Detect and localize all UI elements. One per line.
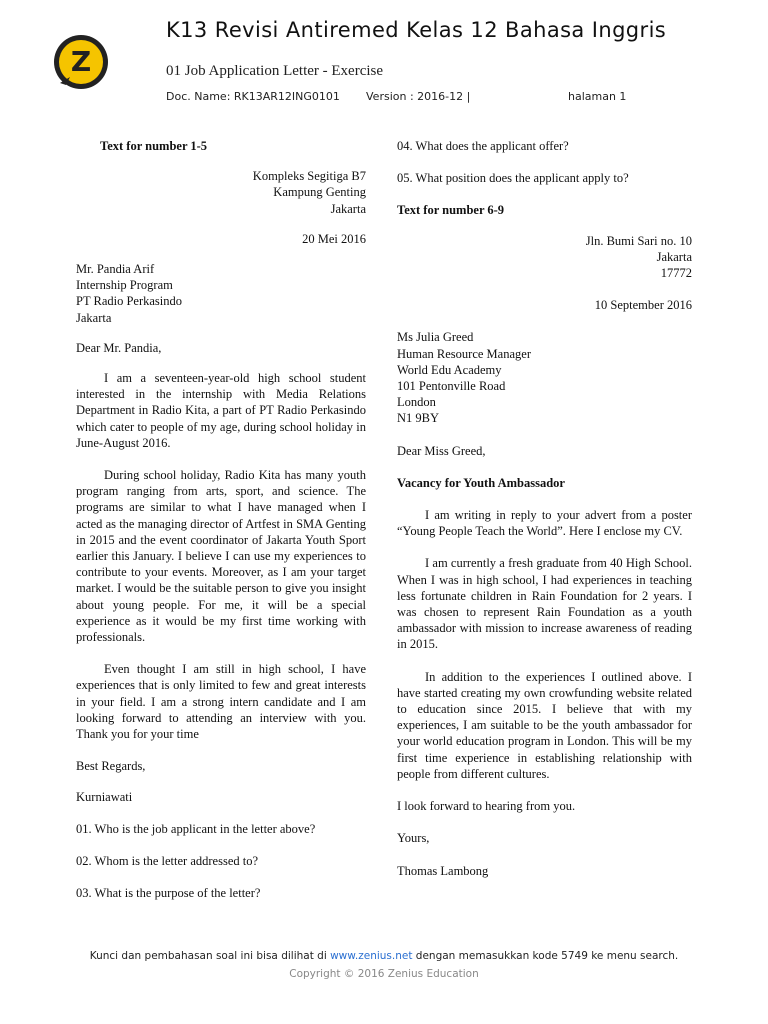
page-number: halaman 1 <box>568 90 627 103</box>
closing: Best Regards, <box>76 759 146 774</box>
address-line: 17772 <box>660 266 692 281</box>
question-4: 04. What does the applicant offer? <box>397 139 569 153</box>
zenius-link[interactable]: www.zenius.net <box>330 950 413 962</box>
zenius-logo-icon <box>52 33 110 91</box>
section-heading-6-9: Text for number 6-9 <box>397 203 505 218</box>
address-line: Jakarta <box>656 249 692 264</box>
address-line: London <box>397 395 436 410</box>
address-line: Internship Program <box>76 278 173 293</box>
letter-paragraph: During school holiday, Radio Kita has many youth program ranging from arts, sport, and science. The programs are similar to what I have managed when I acted as the managing director of Artfest in SMA Genting in 2015 and the event coordinator of Jakarta Youth Sport earlier this January. I believe I can use my experiences to contribute to your events. Moreover, as I am your target market. I would be the suitable person to give you insight about young people. For me, it will be a special experience as it would be my first time working with professionals. <box>76 468 366 645</box>
letter-paragraph: Even thought I am still in high school, I have experiences that is only limited to few and great interests in your field. I am a strong intern candidate and I am looking forward to attending an interview with you. Thank you for your time <box>76 662 366 742</box>
document-title: K13 Revisi Antiremed Kelas 12 Bahasa Inggris <box>166 18 667 42</box>
letter-paragraph: In addition to the experiences I outlined above. I have started creating my own crowfunding website related to education since 2015. I believe that with my experiences, I am suitable to be the youth ambassador for your world education program in London. This will be my first time experience in establishing relationship with people from different cultures. <box>397 669 692 781</box>
sender-address <box>397 233 692 282</box>
letter-subject: Vacancy for Youth Ambassador <box>397 475 565 490</box>
question-5: 05. What position does the applicant apply to? <box>397 171 629 186</box>
footer-note-text: dengan memasukkan kode 5749 ke menu search. <box>412 950 679 962</box>
right-column <box>397 138 692 879</box>
address-line: Jakarta <box>330 201 366 216</box>
address-line: Kompleks Segitiga B7 <box>252 169 366 184</box>
doc-name: Doc. Name: RK13AR12ING0101 <box>166 90 340 103</box>
signature: Kurniawati <box>76 789 133 804</box>
letter-paragraph: I am writing in reply to your advert from a poster “Young People Teach the World”. Here I enclose my CV. <box>397 508 692 539</box>
address-line: 101 Pentonville Road <box>397 379 506 394</box>
left-column <box>76 138 366 901</box>
address-line: Jakarta <box>76 310 112 325</box>
signature: Thomas Lambong <box>397 863 489 878</box>
question-2: 02. Whom is the letter addressed to? <box>76 853 259 868</box>
letter-date: 20 Mei 2016 <box>302 231 366 246</box>
footer-note <box>0 950 768 962</box>
address-line: Human Resource Manager <box>397 346 531 361</box>
closing: Yours, <box>397 831 430 846</box>
recipient-address <box>397 329 692 426</box>
section-heading-1-5: Text for number 1-5 <box>100 139 208 153</box>
logo-letter: Z <box>70 45 92 78</box>
question-3: 03. What is the purpose of the letter? <box>76 886 261 901</box>
address-line: Kampung Genting <box>273 185 366 200</box>
letter-paragraph: I am a seventeen-year-old high school student interested in the internship with Media Relations Department in Radio Kita, a part of PT Radio Perkasindo which cater to people of my age, during school holiday in June-August 2016. <box>76 371 366 450</box>
question-1: 01. Who is the job applicant in the letter above? <box>76 821 316 836</box>
sender-address <box>76 168 366 217</box>
address-line: World Edu Academy <box>397 362 502 377</box>
address-line: N1 9BY <box>397 411 440 426</box>
letter-paragraph: I am currently a fresh graduate from 40 High School. When I was in high school, I had experiences in teaching less fortunate children in Rain Foundation for 2 years. I was chosen to represent Rain Foundation as a youth ambassador with mission to increase awareness of reading in 2015. <box>397 556 692 652</box>
copyright: Copyright © 2016 Zenius Education <box>289 968 479 980</box>
document-subtitle: 01 Job Application Letter - Exercise <box>166 63 384 79</box>
address-line: Mr. Pandia Arif <box>76 262 155 277</box>
address-line: Ms Julia Greed <box>397 330 474 345</box>
letter-paragraph: I look forward to hearing from you. <box>397 799 576 814</box>
doc-version: Version : 2016-12 | <box>366 90 471 103</box>
letter-date: 10 September 2016 <box>594 298 692 313</box>
footer-note-text: Kunci dan pembahasan soal ini bisa dilihat di <box>89 950 331 962</box>
address-line: Jln. Bumi Sari no. 10 <box>585 233 692 248</box>
salutation: Dear Miss Greed, <box>397 443 486 458</box>
recipient-address <box>76 261 366 326</box>
salutation: Dear Mr. Pandia, <box>76 340 162 355</box>
document-meta <box>166 90 636 106</box>
address-line: PT Radio Perkasindo <box>76 294 183 309</box>
